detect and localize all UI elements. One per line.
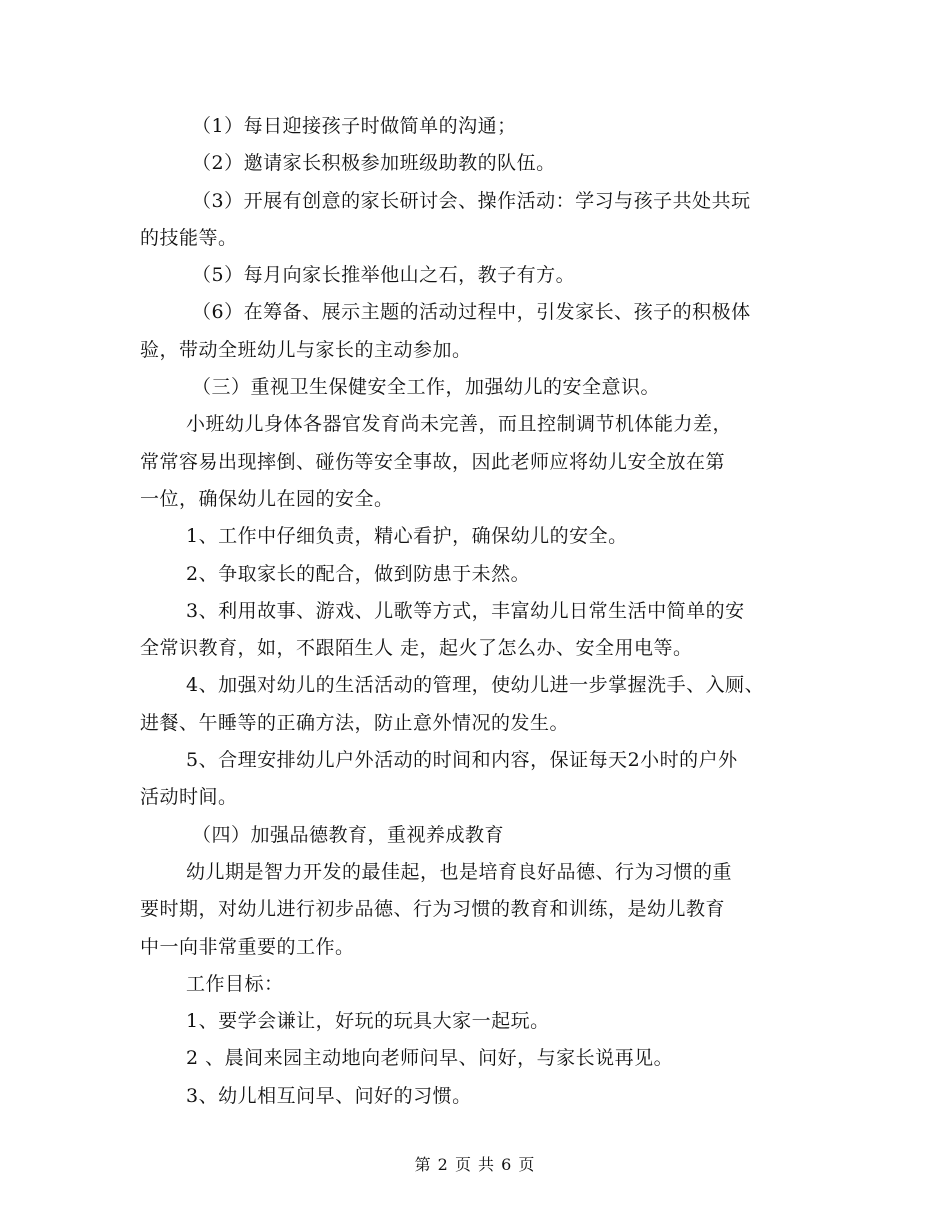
paragraph-line: （2）邀请家长积极参加班级助教的队伍。 — [192, 152, 556, 175]
list-item: 3、利用故事、游戏、儿歌等方式，丰富幼儿日常生活中简单的安 — [186, 599, 745, 622]
paragraph-line: （5）每月向家长推举他山之石，教子有方。 — [192, 264, 576, 287]
list-item: 1、工作中仔细负责，精心看护，确保幼儿的安全。 — [186, 525, 628, 548]
page-footer: 第 2 页 共 6 页 — [414, 1155, 536, 1174]
paragraph-line: 常常容易出现摔倒、碰伤等安全事故，因此老师应将幼儿安全放在第 — [140, 450, 726, 473]
paragraph-line: 工作目标： — [186, 972, 284, 995]
paragraph-line: 中一向非常重要的工作。 — [140, 935, 355, 958]
paragraph-line: 小班幼儿身体各器官发育尚未完善，而且控制调节机体能力差， — [186, 413, 733, 436]
paragraph-line: 要时期，对幼儿进行初步品德、行为习惯的教育和训练，是幼儿教育 — [140, 898, 726, 921]
paragraph-line: 验，带动全班幼儿与家长的主动参加。 — [140, 338, 472, 361]
paragraph-line: 一位，确保幼儿在园的安全。 — [140, 487, 394, 510]
document-body — [140, 108, 820, 1115]
paragraph-line: 幼儿期是智力开发的最佳起，也是培育良好品德、行为习惯的重 — [186, 860, 733, 883]
section-heading: （四）加强品德教育，重视养成教育 — [192, 823, 505, 846]
list-item: 2、争取家长的配合，做到防患于未然。 — [186, 562, 531, 585]
paragraph-line: （3）开展有创意的家长研讨会、操作活动：学习与孩子共处共玩 — [192, 189, 751, 212]
paragraph-line: 活动时间。 — [140, 786, 238, 809]
paragraph-line: 进餐、午睡等的正确方法，防止意外情况的发生。 — [140, 711, 570, 734]
section-heading: （三）重视卫生保健安全工作，加强幼儿的安全意识。 — [192, 376, 661, 399]
list-item: 3、幼儿相互问早、问好的习惯。 — [186, 1084, 472, 1107]
paragraph-line: 全常识教育，如，不跟陌生人 走，起火了怎么办、安全用电等。 — [140, 637, 693, 660]
paragraph-line: 的技能等。 — [140, 226, 238, 249]
list-item: 4、加强对幼儿的生活活动的管理，使幼儿进一步掌握洗手、入厕、 — [186, 674, 765, 697]
paragraph-line: （1）每日迎接孩子时做简单的沟通； — [192, 115, 517, 137]
list-item: 5、合理安排幼儿户外活动的时间和内容，保证每天2小时的户外 — [186, 749, 738, 772]
paragraph-line: （6）在筹备、展示主题的活动过程中，引发家长、孩子的积极体 — [192, 301, 751, 324]
list-item: 1、要学会谦让，好玩的玩具大家一起玩。 — [186, 1010, 550, 1033]
list-item: 2 、晨间来园主动地向老师问早、问好，与家长说再见。 — [186, 1047, 674, 1070]
